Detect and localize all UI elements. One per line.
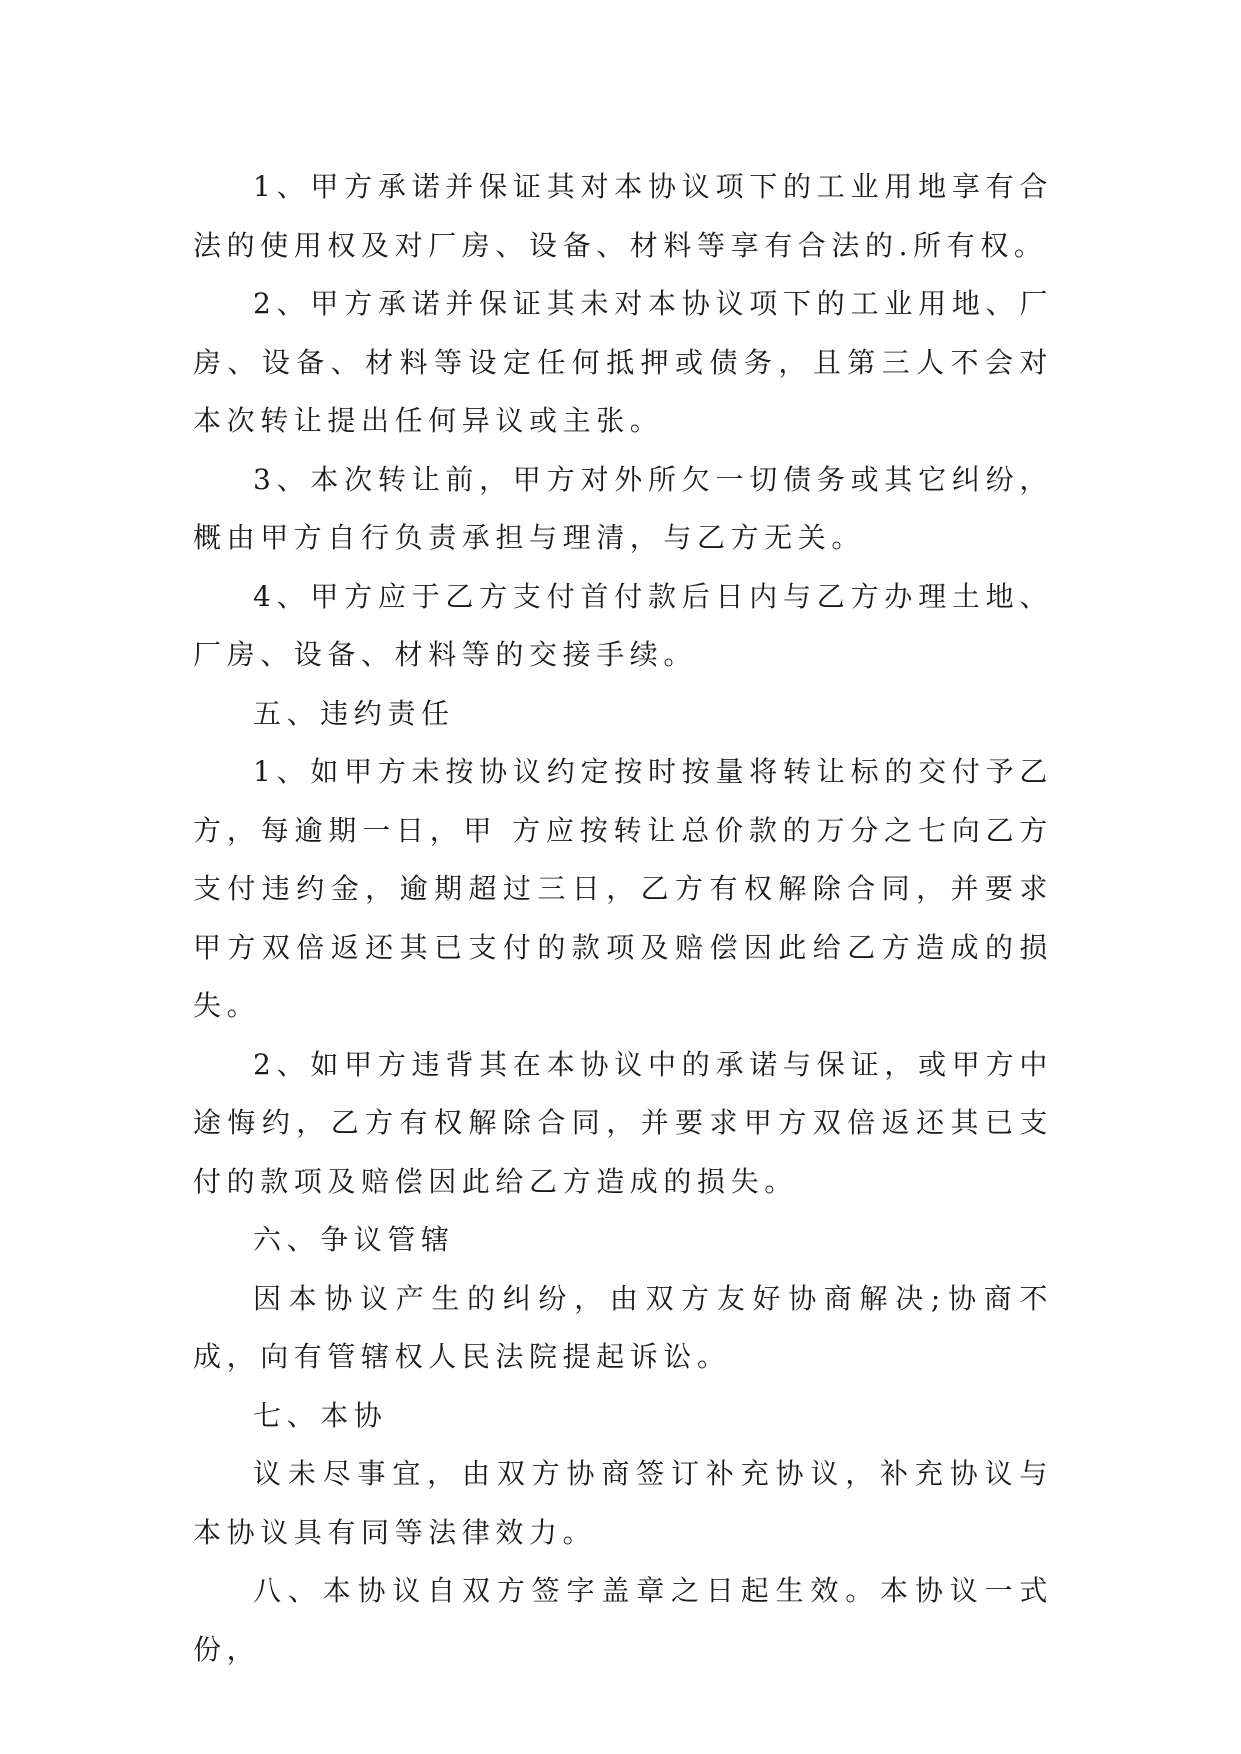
clause-paragraph: 2、甲方承诺并保证其未对本协议项下的工业用地、厂房、设备、材料等设定任何抵押或债务，且第三人不会对本次转让提出任何异议或主张。 (193, 287, 1053, 437)
clause-paragraph: 议未尽事宜，由双方协商签订补充协议，补充协议与本协议具有同等法律效力。 (193, 1457, 1053, 1549)
clause-paragraph: 1、甲方承诺并保证其对本协议项下的工业用地享有合法的使用权及对厂房、设备、材料等享有合法的.所有权。 (193, 170, 1053, 262)
clause-paragraph: 4、甲方应于乙方支付首付款后日内与乙方办理土地、厂房、设备、材料等的交接手续。 (193, 579, 1053, 671)
clause-paragraph: 八、本协议自双方签字盖章之日起生效。本协议一式份， (193, 1574, 1053, 1666)
clause-paragraph: 1、如甲方未按协议约定按时按量将转让标的交付予乙方，每逾期一日，甲 方应按转让总价款的万分之七向乙方支付违约金，逾期超过三日，乙方有权解除合同，并要求甲方双倍返还其已支付的款项及赔偿因此给乙方造成的损失。 (193, 755, 1053, 1022)
section-heading: 五、违约责任 (253, 696, 455, 730)
clause-paragraph: 2、如甲方违背其在本协议中的承诺与保证，或甲方中途悔约，乙方有权解除合同，并要求甲方双倍返还其已支付的款项及赔偿因此给乙方造成的损失。 (193, 1047, 1053, 1198)
clause-paragraph: 3、本次转让前，甲方对外所欠一切债务或其它纠纷，概由甲方自行负责承担与理清，与乙方无关。 (193, 462, 1053, 554)
section-heading: 七、本协 (253, 1398, 388, 1432)
clause-paragraph: 因本协议产生的纠纷，由双方友好协商解决;协商不成，向有管辖权人民法院提起诉讼。 (193, 1281, 1053, 1373)
document-body (193, 158, 1053, 1679)
section-heading: 六、争议管辖 (253, 1223, 455, 1256)
